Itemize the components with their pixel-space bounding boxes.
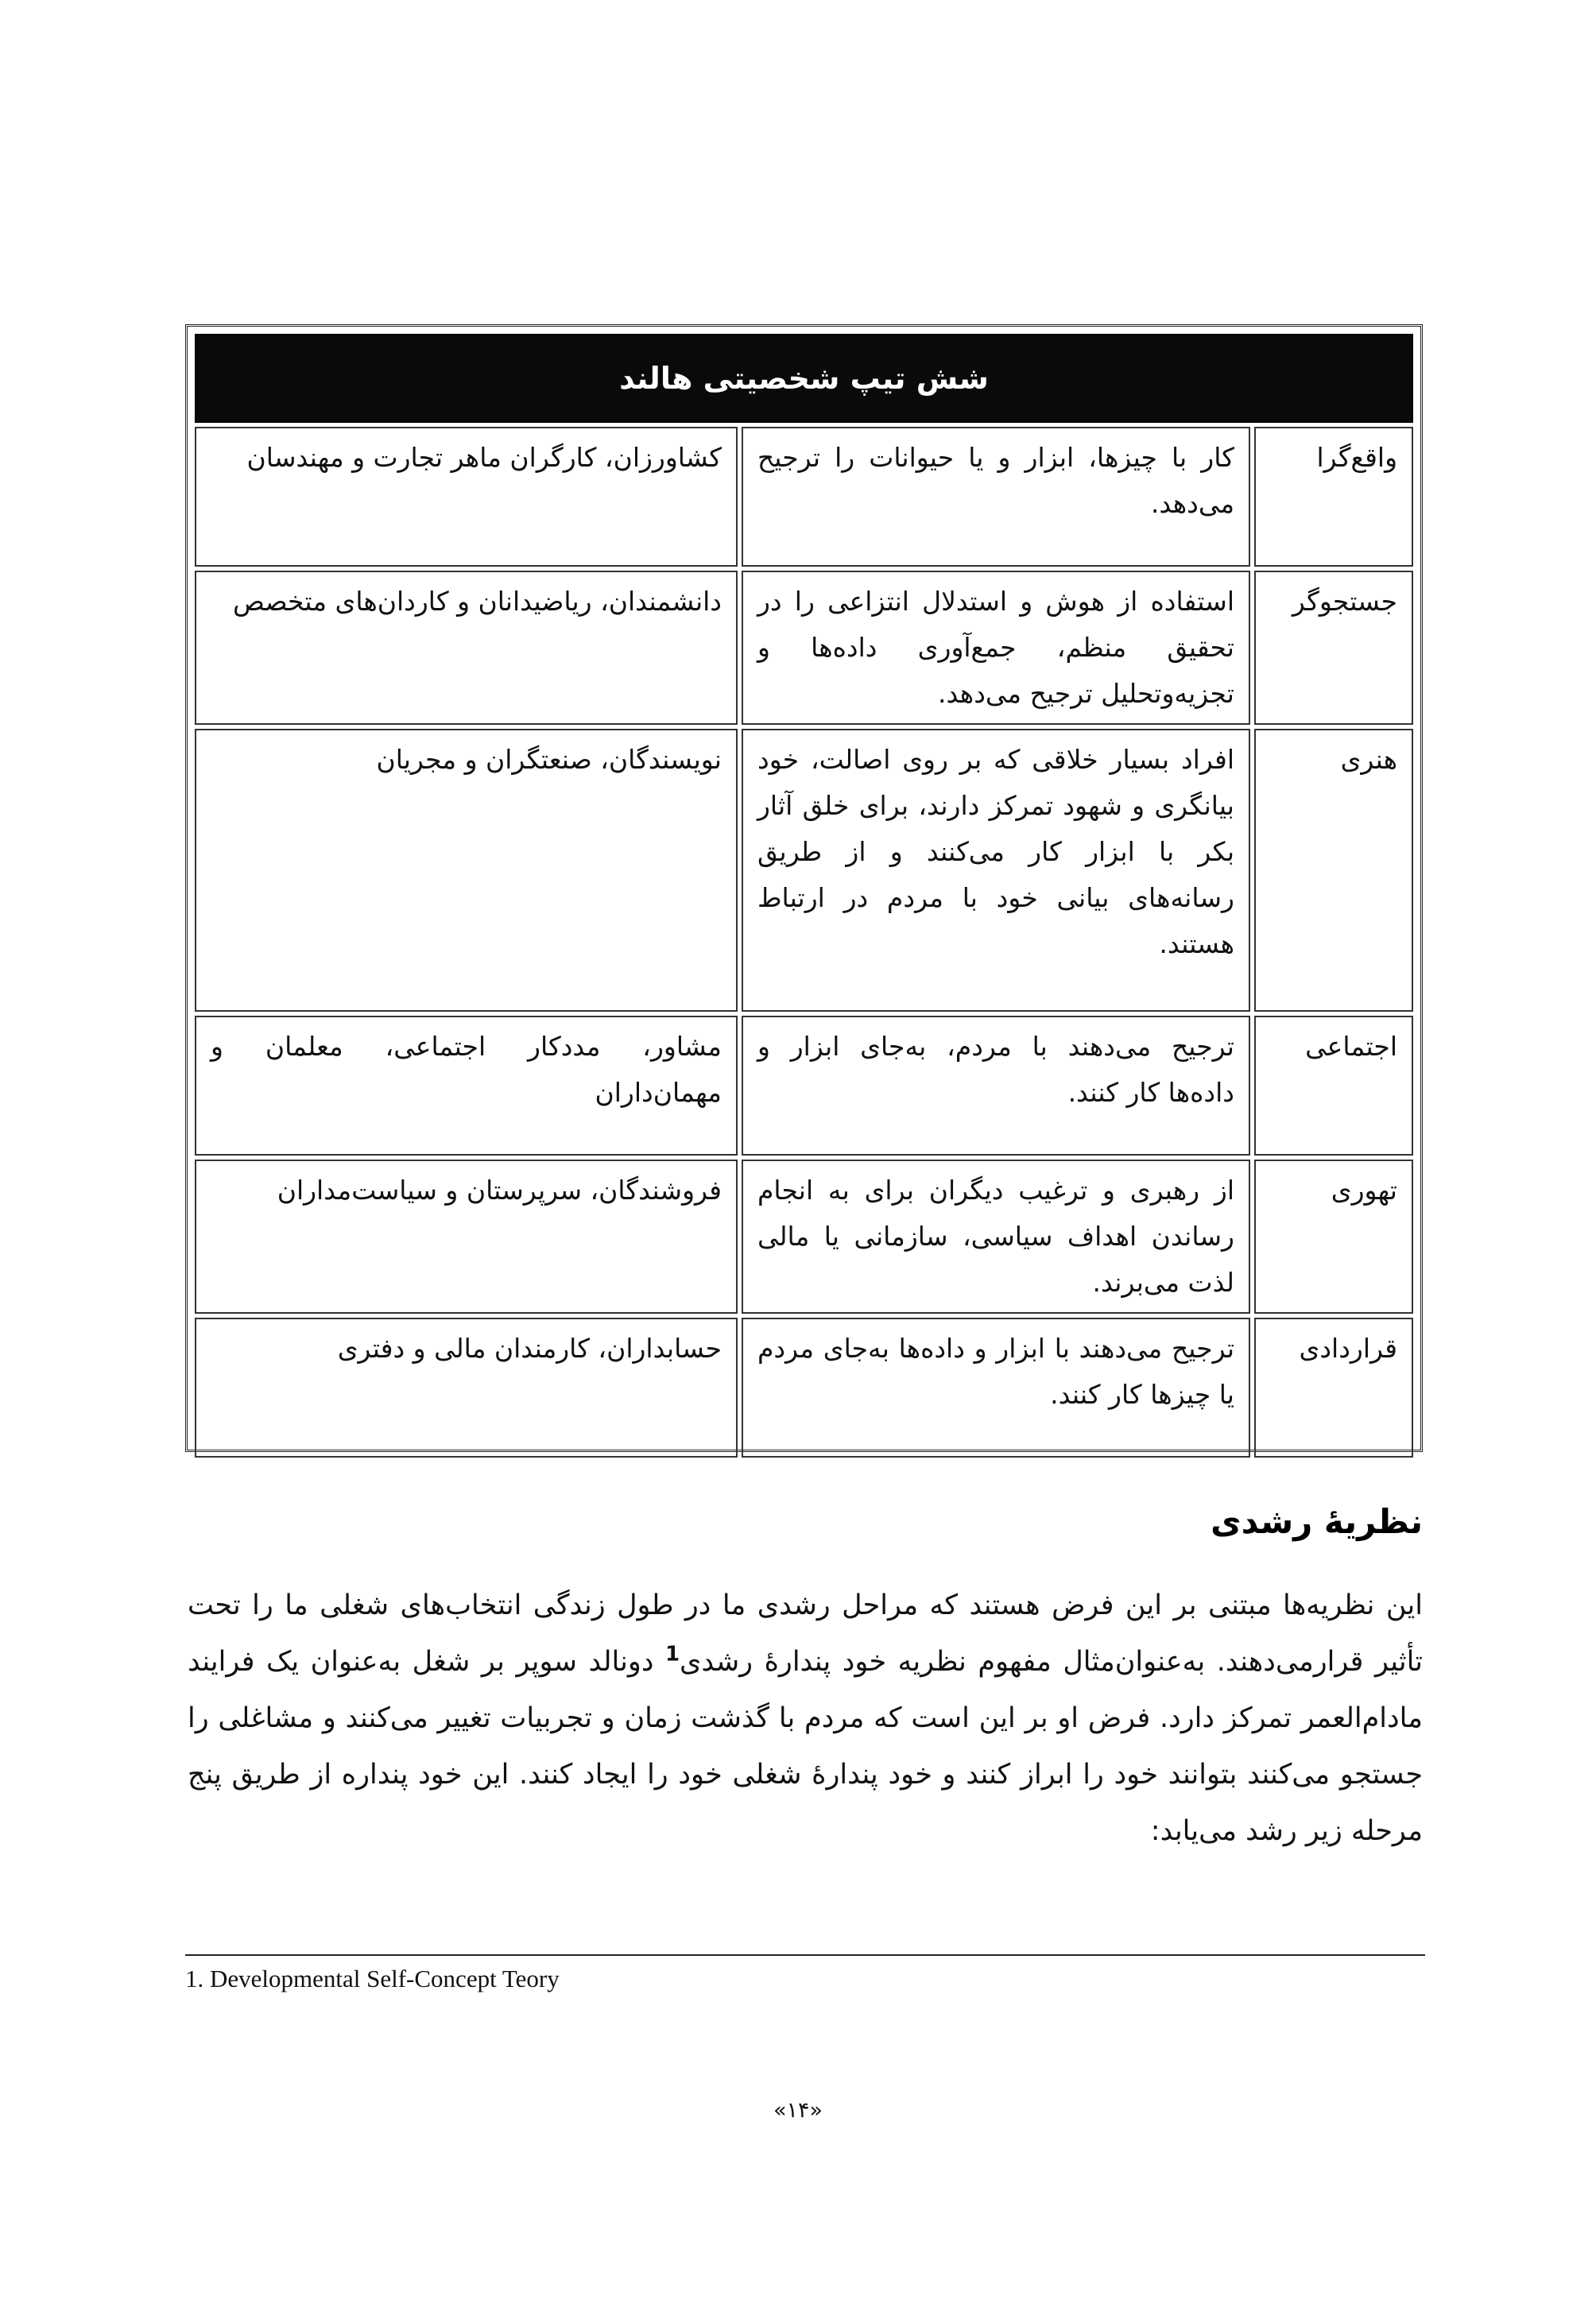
table-row	[195, 427, 1413, 567]
jobs-cell: فروشندگان، سرپرستان و سیاست‌مداران	[195, 1160, 738, 1314]
holland-types-table	[191, 330, 1417, 1462]
jobs-cell: نویسندگان، صنعتگران و مجریان	[195, 729, 738, 1012]
table-title: شش تیپ شخصیتی هالند	[195, 334, 1413, 423]
description-cell: افراد بسیار خلاقی که بر روی اصالت، خود بیانگری و شهود تمرکز دارند، برای خلق آثار بکر با ابزار کار می‌کنند و از طریق رسانه‌های بیانی خود با مردم در ارتباط هستند.	[742, 729, 1250, 1012]
table-title-row	[195, 334, 1413, 423]
type-cell: هنری	[1254, 729, 1413, 1012]
jobs-cell: حسابداران، کارمندان مالی و دفتری	[195, 1318, 738, 1458]
paragraph-text-part2: دونالد سوپر بر شغل به‌عنوان یک فرایند مادام‌العمر تمرکز دارد. فرض او بر این است که مردم با گذشت زمان و تجربیات تغییر می‌کنند و مشاغلی را جستجو می‌کنند بتوانند خود را ابراز کنند و خود پندارهٔ شغلی خود را ایجاد کنند. این خود پنداره از طریق پنج مرحله زیر رشد می‌یابد:	[188, 1646, 1423, 1847]
type-cell: تهوری	[1254, 1160, 1413, 1314]
page-number: «۱۴»	[773, 2098, 823, 2123]
table-row	[195, 571, 1413, 725]
type-cell: جستجوگر	[1254, 571, 1413, 725]
type-cell: اجتماعی	[1254, 1016, 1413, 1156]
type-cell: واقع‌گرا	[1254, 427, 1413, 567]
footnote-divider	[185, 1954, 1425, 1956]
holland-types-table-frame	[185, 324, 1423, 1452]
description-cell: از رهبری و ترغیب دیگران برای به انجام رساندن اهداف سیاسی، سازمانی یا مالی لذت می‌برند.	[742, 1160, 1250, 1314]
section-heading: نظریهٔ رشدی	[1211, 1502, 1423, 1541]
description-cell: کار با چیزها، ابزار و یا حیوانات را ترجیح می‌دهد.	[742, 427, 1250, 567]
description-cell: ترجیح می‌دهند با مردم، به‌جای ابزار و داده‌ها کار کنند.	[742, 1016, 1250, 1156]
table-row	[195, 729, 1413, 1012]
footnote-marker: 1	[664, 1642, 680, 1667]
body-paragraph	[188, 1578, 1423, 1860]
jobs-cell: دانشمندان، ریاضیدانان و کاردان‌های متخصص	[195, 571, 738, 725]
table-row	[195, 1160, 1413, 1314]
description-cell: استفاده از هوش و استدلال انتزاعی را در تحقیق منظم، جمع‌آوری داده‌ها و تجزیه‌وتحلیل ترجیح می‌دهد.	[742, 571, 1250, 725]
jobs-cell: مشاور، مددکار اجتماعی، معلمان و مهمان‌داران	[195, 1016, 738, 1156]
footnote: 1. Developmental Self-Concept Teory	[185, 1965, 560, 1992]
table-row	[195, 1318, 1413, 1458]
jobs-cell: کشاورزان، کارگران ماهر تجارت و مهندسان	[195, 427, 738, 567]
paragraph-text-part1: این نظریه‌ها مبتنی بر این فرض هستند که مراحل رشدی ما در طول زندگی انتخاب‌های شغلی ما را تحت تأثیر قرارمی‌دهند. به‌عنوان‌مثال مفهوم نظریه خود پندارهٔ رشدی	[188, 1589, 1423, 1678]
description-cell: ترجیح می‌دهند با ابزار و داده‌ها به‌جای مردم یا چیزها کار کنند.	[742, 1318, 1250, 1458]
type-cell: قراردادی	[1254, 1318, 1413, 1458]
table-row	[195, 1016, 1413, 1156]
